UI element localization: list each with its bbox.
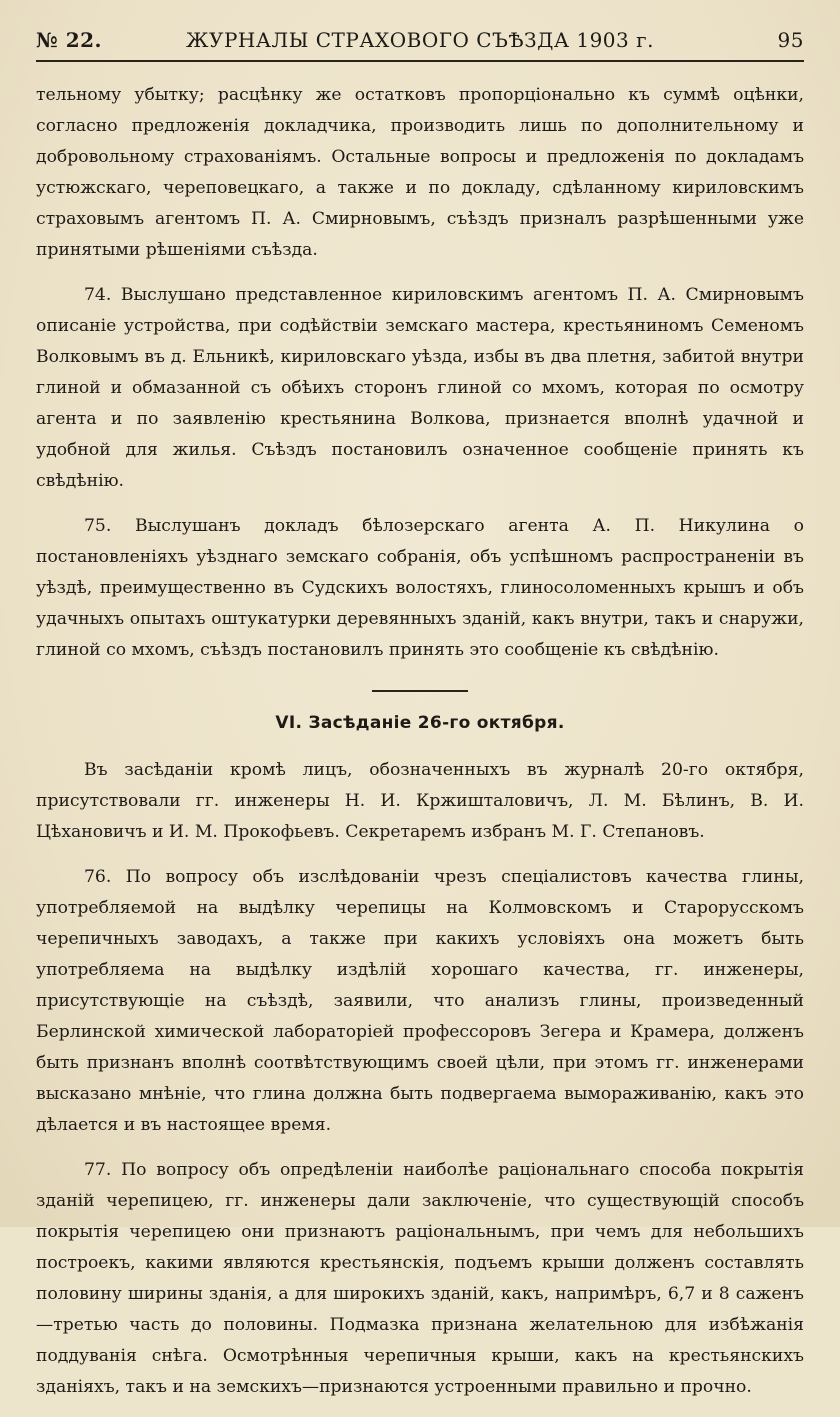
paragraph-77: 77. По вопросу объ опредѣленіи наиболѣе раціональнаго способа покрытія зданій черепицею, гг. инженеры дали заключеніе, что существующій способъ покрытія черепицею они признаютъ раціональнымъ, при чемъ для небольшихъ построекъ, какими являются крестьянскія, подъемъ крыши долженъ составлять половину ширины зданія, а для широкихъ зданій, какъ, напримѣръ, 6,7 и 8 саженъ—третью часть до половины. Подмазка признана желательною для избѣжанія поддуванія снѣга. Осмотрѣнныя черепичныя крыши, какъ на крестьянскихъ зданіяхъ, такъ и на земскихъ—признаются устроенными правильно и прочно.: [36, 1160, 804, 1397]
section-divider: [372, 690, 468, 692]
page-number: 95: [777, 28, 804, 52]
paragraph-75: 75. Выслушанъ докладъ бѣлозерскаго агента А. П. Никулина о постановленіяхъ уѣзднаго земскаго собранія, объ успѣшномъ распространеніи въ уѣздѣ, преимущественно въ Судскихъ волостяхъ, глиносоломенныхъ крышъ и объ удачныхъ опытахъ оштукатурки деревянныхъ зданій, какъ внутри, такъ и снаружи, глиной со мхомъ, съѣздъ постановилъ принять это сообщеніе къ свѣдѣнію.: [36, 516, 804, 660]
paragraph-76: 76. По вопросу объ изслѣдованіи чрезъ спеціалистовъ качества глины, употребляемой на выдѣлку черепицы на Колмовскомъ и Старорусскомъ черепичныхъ заводахъ, а также при какихъ условіяхъ она можетъ быть употребляема на выдѣлку издѣлій хорошаго качества, гг. инженеры, присутствующіе на съѣздѣ, заявили, что анализъ глины, произведенный Берлинской химической лабораторіей профессоровъ Зегера и Крамера, долженъ быть признанъ вполнѣ соотвѣтствующимъ своей цѣли, при этомъ гг. инженерами высказано мнѣніе, что глина должна быть подвергаема вымораживанію, какъ это дѣлается и въ настоящее время.: [36, 867, 804, 1135]
running-header: [36, 26, 804, 56]
paragraph-attendance: Въ засѣданіи кромѣ лицъ, обозначенныхъ въ журналѣ 20-го октября, присутствовали гг. инженеры Н. И. Кржишталовичъ, Л. М. Бѣлинъ, В. И. Цѣхановичъ и И. М. Прокофьевъ. Секретаремъ избранъ М. Г. Степановъ.: [36, 760, 804, 842]
running-title: ЖУРНАЛЫ СТРАХОВОГО СЪѢЗДА 1903 г.: [186, 28, 654, 52]
paragraph-continuation: тельному убытку; расцѣнку же остатковъ пропорціонально къ суммѣ оцѣнки, согласно предложенія докладчика, производить лишь по дополнительному и добровольному страхованіямъ. Остальные вопросы и предложенія по докладамъ устюжскаго, череповецкаго, а также и по докладу, сдѣланному кириловскимъ страховымъ агентомъ П. А. Смирновымъ, съѣздъ призналъ разрѣшенными уже принятыми рѣшеніями съѣзда.: [36, 85, 804, 260]
journal-number: № 22.: [36, 28, 102, 52]
paragraph-74: 74. Выслушано представленное кириловскимъ агентомъ П. А. Смирновымъ описаніе устройства, при содѣйствіи земскаго мастера, крестьяниномъ Семеномъ Волковымъ въ д. Ельникѣ, кириловскаго уѣзда, избы въ два плетня, забитой внутри глиной и обмазанной съ обѣихъ сторонъ глиной со мхомъ, которая по осмотру агента и по заявленію крестьянина Волкова, признается вполнѣ удачной и удобной для жилья. Съѣздъ постановилъ означенное сообщеніе принять къ свѣдѣнію.: [36, 285, 804, 491]
page-body: [36, 80, 804, 1417]
header-rule: [36, 60, 804, 62]
section-title: VI. Засѣданіе 26-го октября.: [275, 713, 565, 733]
